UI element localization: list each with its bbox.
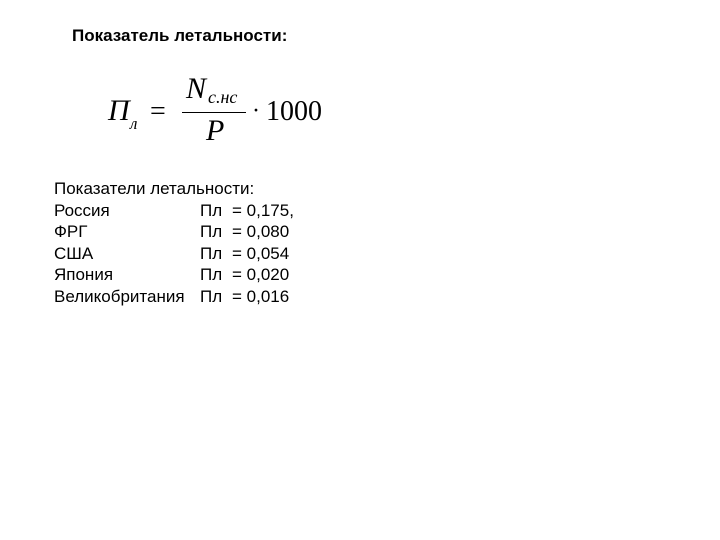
- country-name: Россия: [54, 200, 110, 220]
- formula-equals: =: [150, 96, 166, 127]
- formula-lhs: П: [108, 94, 130, 127]
- indicator-symbol: Пл: [200, 243, 223, 263]
- lethality-list: [54, 178, 294, 307]
- fraction-bar: [182, 112, 246, 113]
- list-item: [54, 200, 294, 222]
- indicator-symbol: Пл: [200, 200, 223, 220]
- indicator-value: = 0,016: [232, 286, 290, 306]
- formula-denominator: P: [206, 114, 225, 147]
- formula-multiply: ·: [252, 98, 260, 124]
- indicator-value: = 0,020: [232, 265, 290, 284]
- list-heading: Показатели летальности:: [54, 179, 255, 198]
- formula-lhs-subscript: л: [130, 114, 138, 133]
- country-name: Великобритания: [54, 286, 185, 306]
- indicator-symbol: Пл: [200, 222, 223, 241]
- formula-numerator-subscript: с.нс: [208, 87, 238, 107]
- indicator-symbol: Пл: [200, 265, 223, 284]
- list-item: [54, 286, 294, 308]
- indicator-value: = 0,080: [232, 222, 290, 241]
- list-item: [54, 264, 294, 286]
- country-name: Япония: [54, 265, 114, 284]
- country-name: ФРГ: [54, 222, 88, 241]
- list-item: [54, 221, 294, 243]
- indicator-value: = 0,175,: [232, 200, 294, 220]
- indicator-symbol: Пл: [200, 286, 223, 306]
- country-name: США: [54, 243, 94, 263]
- list-item: [54, 243, 294, 265]
- lethality-formula: [100, 72, 340, 152]
- slide-title: Показатель летальности:: [72, 26, 288, 45]
- indicator-value: = 0,054: [232, 243, 290, 263]
- formula-constant: 1000: [266, 96, 322, 127]
- formula-numerator: N: [186, 72, 207, 105]
